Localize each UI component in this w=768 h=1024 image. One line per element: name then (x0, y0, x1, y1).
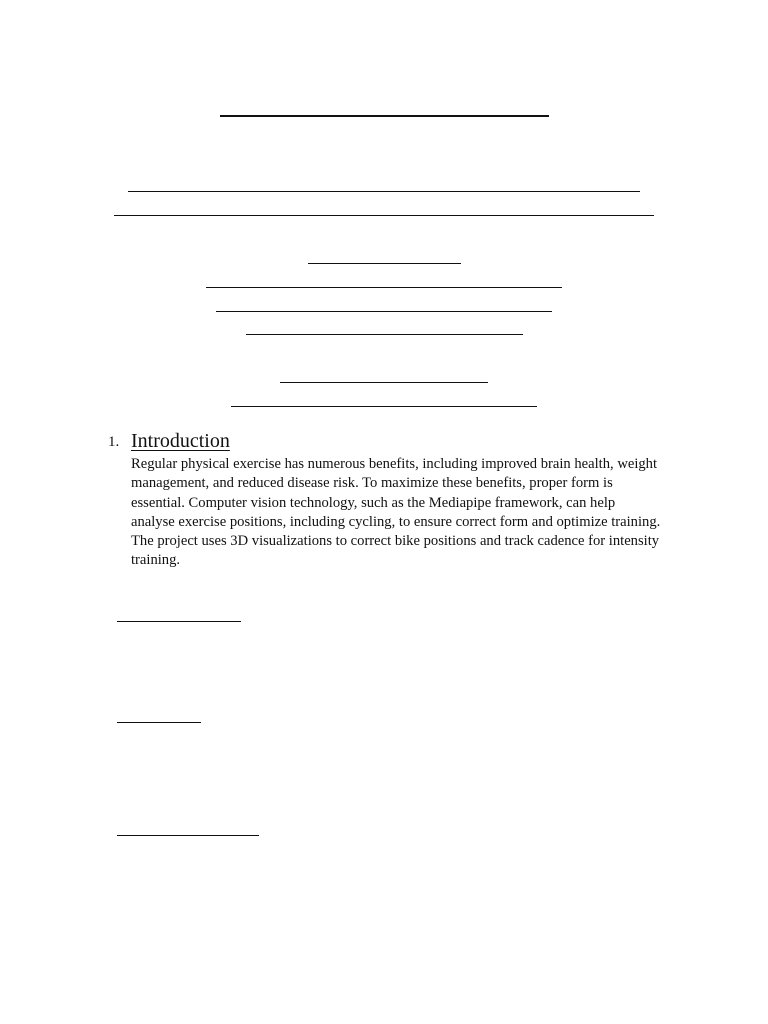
author-affiliation-line-2 (216, 311, 552, 312)
subtitle-line-2 (114, 215, 654, 216)
subtitle-line-1 (128, 191, 640, 192)
author-affiliation-line-1 (206, 287, 562, 288)
contact-line-1 (280, 382, 488, 383)
section-2-heading-line (117, 621, 241, 622)
title-underline (220, 115, 549, 117)
section-heading: Introduction (131, 430, 230, 452)
section-4-heading-line (117, 835, 259, 836)
contact-line-2 (231, 406, 537, 407)
section-3-heading-line (117, 722, 201, 723)
section-number: 1. (108, 434, 120, 450)
author-name-line (308, 263, 461, 264)
section-body-paragraph: Regular physical exercise has numerous benefits, including improved brain health, weight management, and reduced disease risk. To maximize these benefits, proper form is essential. Computer vision technology, such as the Mediapipe framework, can help analyse exercise positions, including cycling, to ensure correct form and optimize training. The project uses 3D visualizations to correct bike positions and track cadence for intensity training. (131, 456, 661, 569)
author-affiliation-line-3 (246, 334, 523, 335)
